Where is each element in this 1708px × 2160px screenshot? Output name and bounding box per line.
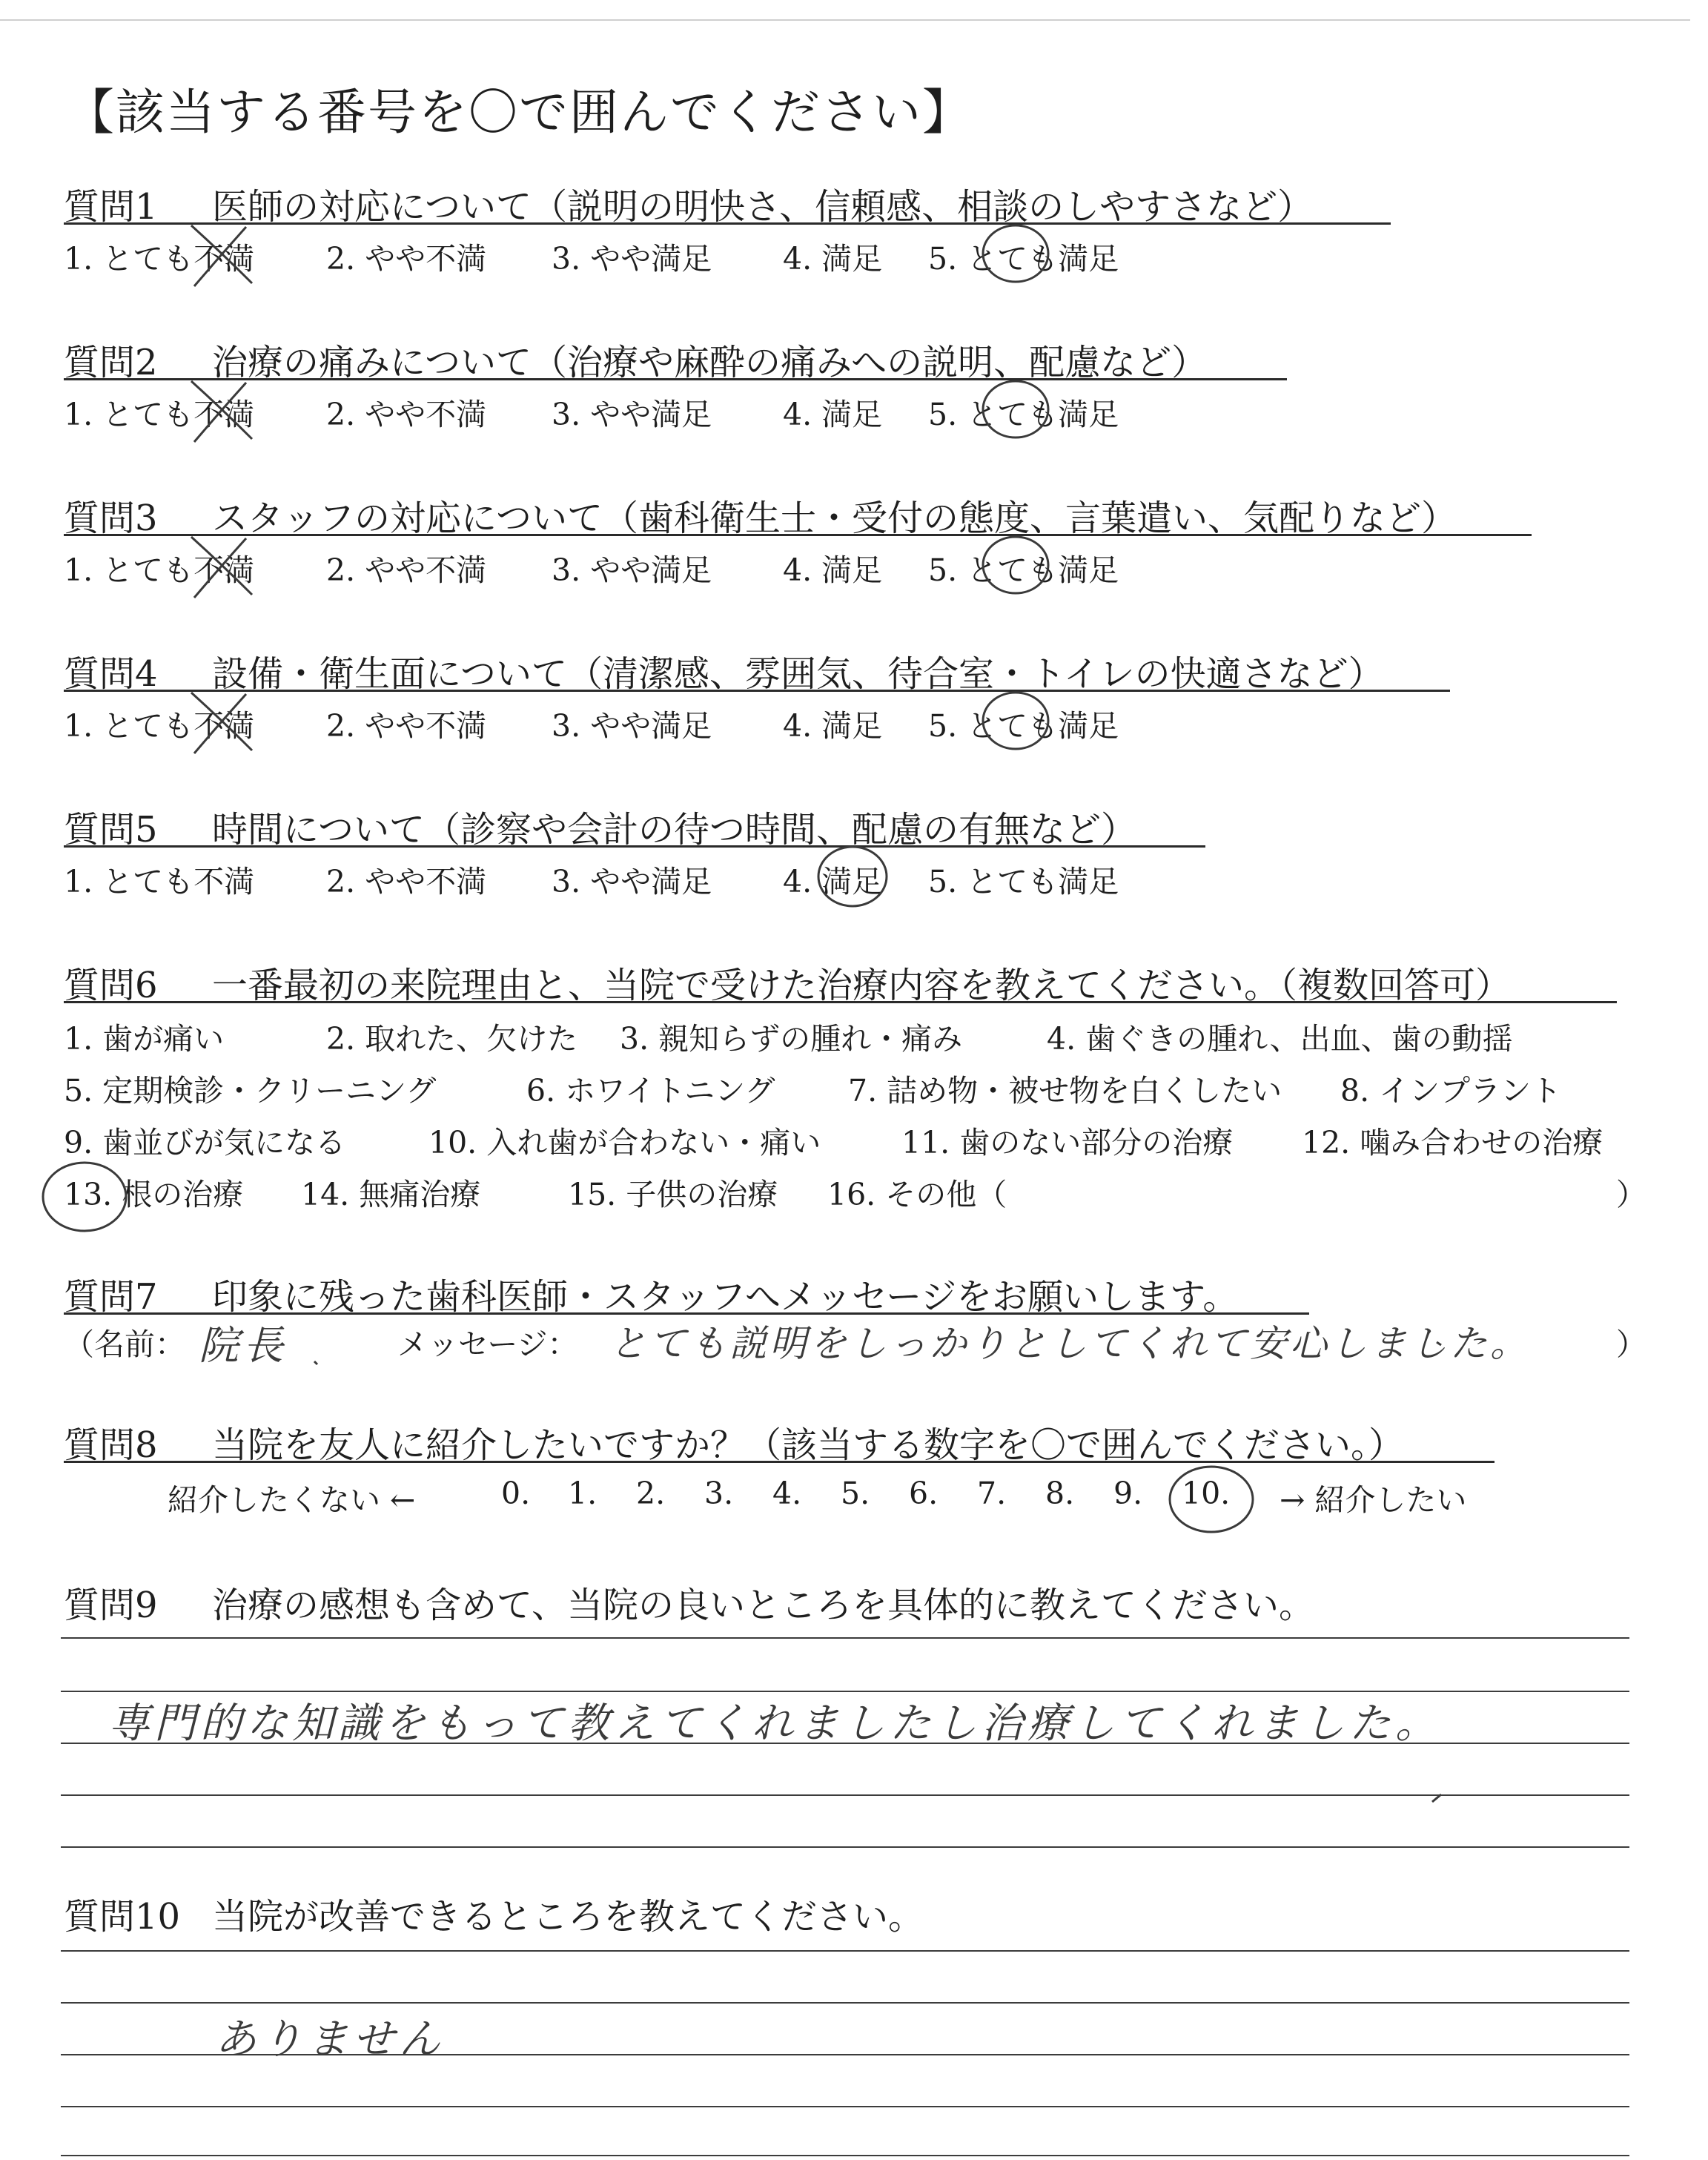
q7-message-value[interactable]: とても説明をしっかりとしてくれて安心しました。 — [609, 1322, 1530, 1365]
q1-option-5[interactable]: 5. とても満足 — [928, 241, 1119, 277]
q3-title: 質問3 スタッフの対応について（歯科衛生士・受付の態度、言葉遣い、気配りなど） — [64, 498, 1457, 539]
q6-option[interactable]: 8. インプラント — [1340, 1073, 1562, 1109]
q8-scale-value[interactable]: 0. — [501, 1476, 531, 1511]
q8-scale-value[interactable]: 4. — [772, 1476, 802, 1511]
q8-underline — [64, 1461, 1494, 1463]
q5-option-5[interactable]: 5. とても満足 — [928, 864, 1119, 899]
q4-title: 質問4 設備・衛生面について（清潔感、雰囲気、待合室・トイレの快適さなど） — [64, 653, 1384, 695]
q7-close-paren: ） — [1616, 1327, 1646, 1362]
q5-option-2[interactable]: 2. やや不満 — [326, 864, 487, 899]
q6-option[interactable]: 14. 無痛治療 — [301, 1177, 481, 1212]
q6-option[interactable]: 16. その他（ — [827, 1177, 1007, 1212]
q1-title: 質問1 医師の対応について（説明の明快さ、信頼感、相談のしやすさなど） — [64, 186, 1314, 228]
stray-mark — [314, 1361, 317, 1364]
q4-option-3[interactable]: 3. やや満足 — [552, 708, 712, 744]
q6-option[interactable]: 12. 噛み合わせの治療 — [1302, 1125, 1603, 1160]
q8-scale-value[interactable]: 3. — [704, 1476, 734, 1511]
q7-name-value[interactable]: 院長 — [199, 1322, 288, 1369]
q6-option[interactable]: 5. 定期検診・クリーニング — [64, 1073, 437, 1109]
q8-scale-value[interactable]: 9. — [1113, 1476, 1143, 1511]
q6-option[interactable]: 1. 歯が痛い — [64, 1021, 225, 1057]
q2-option-4[interactable]: 4. 満足 — [783, 397, 883, 432]
q7-title: 質問7 印象に残った歯科医師・スタッフへメッセージをお願いします。 — [64, 1276, 1239, 1318]
q2-option-2[interactable]: 2. やや不満 — [326, 397, 487, 432]
q4-option-1[interactable]: 1. とても不満 — [64, 708, 255, 744]
answer-line — [61, 1950, 1629, 1952]
q3-underline — [64, 534, 1532, 536]
q6-option[interactable]: 2. 取れた、欠けた — [326, 1021, 578, 1057]
answer-line — [61, 1637, 1629, 1639]
q6-option[interactable]: 9. 歯並びが気になる — [64, 1125, 346, 1160]
q4-option-4[interactable]: 4. 満足 — [783, 708, 883, 744]
q2-option-1[interactable]: 1. とても不満 — [64, 397, 255, 432]
answer-line — [61, 2106, 1629, 2107]
q10-title: 質問10 当院が改善できるところを教えてください。 — [64, 1896, 924, 1938]
q8-scale-value[interactable]: 5. — [841, 1476, 870, 1511]
q6-option[interactable]: 7. 詰め物・被せ物を白くしたい — [848, 1073, 1282, 1109]
q5-title: 質問5 時間について（診察や会計の待つ時間、配慮の有無など） — [64, 809, 1137, 851]
q6-option[interactable]: 13. 根の治療 — [64, 1177, 244, 1212]
q1-option-2[interactable]: 2. やや不満 — [326, 241, 487, 277]
q9-answer[interactable]: 専門的な知識をもって教えてくれましたし治療してくれました。 — [108, 1700, 1441, 1748]
q8-scale-value[interactable]: 10. — [1182, 1476, 1231, 1511]
q3-option-2[interactable]: 2. やや不満 — [326, 552, 487, 588]
q3-option-5[interactable]: 5. とても満足 — [928, 552, 1119, 588]
q6-underline — [64, 1001, 1617, 1003]
q8-title: 質問8 当院を友人に紹介したいですか？（該当する数字を〇で囲んでください。） — [64, 1424, 1405, 1466]
q6-option[interactable]: 10. 入れ歯が合わない・痛い — [428, 1125, 821, 1160]
q5-option-4[interactable]: 4. 満足 — [783, 864, 883, 899]
q5-underline — [64, 845, 1205, 848]
q9-title: 質問9 治療の感想も含めて、当院の良いところを具体的に教えてください。 — [64, 1585, 1315, 1626]
q2-option-3[interactable]: 3. やや満足 — [552, 397, 712, 432]
q4-option-2[interactable]: 2. やや不満 — [326, 708, 487, 744]
q4-option-5[interactable]: 5. とても満足 — [928, 708, 1119, 744]
q8-scale-value[interactable]: 2. — [636, 1476, 666, 1511]
q1-option-4[interactable]: 4. 満足 — [783, 241, 883, 277]
q8-scale-value[interactable]: 7. — [977, 1476, 1007, 1511]
q3-option-1[interactable]: 1. とても不満 — [64, 552, 255, 588]
q8-scale-value[interactable]: 6. — [909, 1476, 939, 1511]
q1-option-3[interactable]: 3. やや満足 — [552, 241, 712, 277]
answer-line — [61, 2002, 1629, 2004]
q8-right-label: → 紹介したい — [1280, 1482, 1467, 1518]
q7-message-label: メッセージ： — [397, 1327, 578, 1362]
q3-option-4[interactable]: 4. 満足 — [783, 552, 883, 588]
q3-option-3[interactable]: 3. やや満足 — [552, 552, 712, 588]
q6-option[interactable]: 6. ホワイトニング — [526, 1073, 775, 1109]
q8-scale-value[interactable]: 1. — [568, 1476, 598, 1511]
q4-underline — [64, 690, 1450, 692]
q7-name-label: （名前： — [64, 1327, 185, 1362]
q5-option-1[interactable]: 1. とても不満 — [64, 864, 255, 899]
q6-option[interactable]: 4. 歯ぐきの腫れ、出血、歯の動揺 — [1047, 1021, 1513, 1057]
q8-left-label: 紹介したくない ← — [168, 1482, 416, 1518]
q8-scale-value[interactable]: 8. — [1045, 1476, 1075, 1511]
answer-line — [61, 1794, 1629, 1796]
q6-option[interactable]: 15. 子供の治療 — [568, 1177, 778, 1212]
scan-edge-line — [0, 19, 1690, 21]
q6-title: 質問6 一番最初の来院理由と、当院で受けた治療内容を教えてください。（複数回答可） — [64, 965, 1512, 1006]
q2-underline — [64, 378, 1287, 380]
q1-option-1[interactable]: 1. とても不満 — [64, 241, 255, 277]
q2-title: 質問2 治療の痛みについて（治療や麻酔の痛みへの説明、配慮など） — [64, 342, 1208, 383]
q10-answer[interactable]: ありません — [215, 2015, 445, 2064]
answer-line — [61, 2155, 1629, 2156]
q5-option-3[interactable]: 3. やや満足 — [552, 864, 712, 899]
q6-close-paren: ） — [1616, 1177, 1646, 1212]
q6-option[interactable]: 11. 歯のない部分の治療 — [901, 1125, 1234, 1160]
q1-underline — [64, 222, 1391, 225]
answer-line — [61, 1846, 1629, 1848]
q6-option[interactable]: 3. 親知らずの腫れ・痛み — [620, 1021, 963, 1057]
form-heading: 【該当する番号を〇で囲んでください】 — [65, 84, 973, 141]
q2-option-5[interactable]: 5. とても満足 — [928, 397, 1119, 432]
